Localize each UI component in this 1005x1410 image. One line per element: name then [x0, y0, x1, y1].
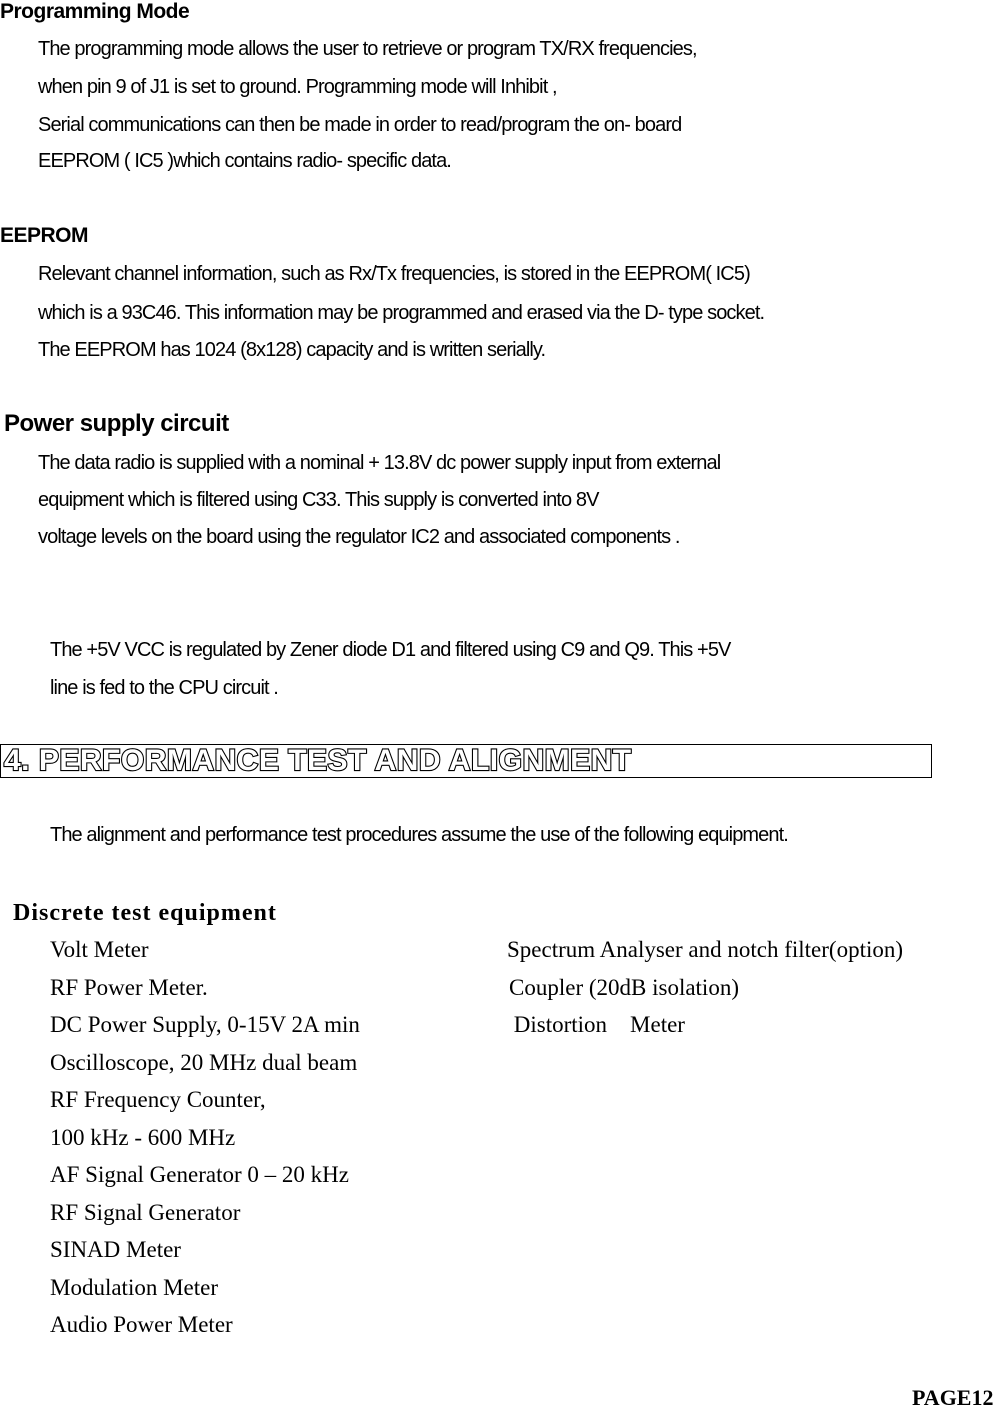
equipment-right-2: Coupler (20dB isolation) — [509, 975, 739, 1000]
equipment-left-5: RF Frequency Counter, — [50, 1087, 266, 1112]
equipment-left-11: Audio Power Meter — [50, 1312, 233, 1337]
section-4-title: 4. PERFORMANCE TEST AND ALIGNMENT — [4, 744, 632, 777]
programming-line-4: EEPROM ( IC5 )which contains radio- specific data. — [38, 150, 451, 172]
equipment-left-8: RF Signal Generator — [50, 1200, 241, 1225]
page-number: PAGE12 — [912, 1385, 994, 1410]
equipment-right-1: Spectrum Analyser and notch filter(option) — [507, 937, 904, 962]
eeprom-heading: EEPROM — [0, 224, 89, 247]
equipment-left-1: Volt Meter — [50, 937, 149, 962]
section-4-intro: The alignment and performance test procedures assume the use of the following equipment. — [50, 824, 788, 846]
equipment-heading: Discrete test equipment — [13, 900, 277, 926]
vcc-line-1: The +5V VCC is regulated by Zener diode D1 and filtered using C9 and Q9. This +5V — [50, 639, 731, 661]
equipment-left-6: 100 kHz - 600 MHz — [50, 1125, 236, 1150]
power-line-2: equipment which is filtered using C33. This supply is converted into 8V — [38, 489, 599, 511]
power-supply-heading: Power supply circuit — [4, 410, 229, 437]
eeprom-line-2: which is a 93C46. This information may be programmed and erased via the D- type socket. — [38, 302, 765, 324]
power-line-3: voltage levels on the board using the regulator IC2 and associated components . — [38, 526, 680, 548]
equipment-right-3: Distortion Meter — [508, 1012, 685, 1037]
equipment-left-7: AF Signal Generator 0 – 20 kHz — [50, 1162, 349, 1187]
power-line-1: The data radio is supplied with a nominal + 13.8V dc power supply input from external — [38, 452, 721, 474]
equipment-left-3: DC Power Supply, 0-15V 2A min — [50, 1012, 360, 1037]
programming-line-2: when pin 9 of J1 is set to ground. Programming mode will Inhibit , — [38, 76, 557, 98]
equipment-left-10: Modulation Meter — [50, 1275, 218, 1300]
programming-mode-heading: Programming Mode — [0, 0, 190, 23]
eeprom-line-1: Relevant channel information, such as Rx/Tx frequencies, is stored in the EEPROM( IC5) — [38, 263, 750, 285]
equipment-left-9: SINAD Meter — [50, 1237, 181, 1262]
equipment-left-2: RF Power Meter. — [50, 975, 208, 1000]
eeprom-line-3: The EEPROM has 1024 (8x128) capacity and is written serially. — [38, 339, 546, 361]
equipment-left-4: Oscilloscope, 20 MHz dual beam — [50, 1050, 358, 1075]
programming-line-3: Serial communications can then be made in order to read/program the on- board — [38, 114, 682, 136]
vcc-line-2: line is fed to the CPU circuit . — [50, 677, 278, 699]
programming-line-1: The programming mode allows the user to retrieve or program TX/RX frequencies, — [38, 38, 697, 60]
